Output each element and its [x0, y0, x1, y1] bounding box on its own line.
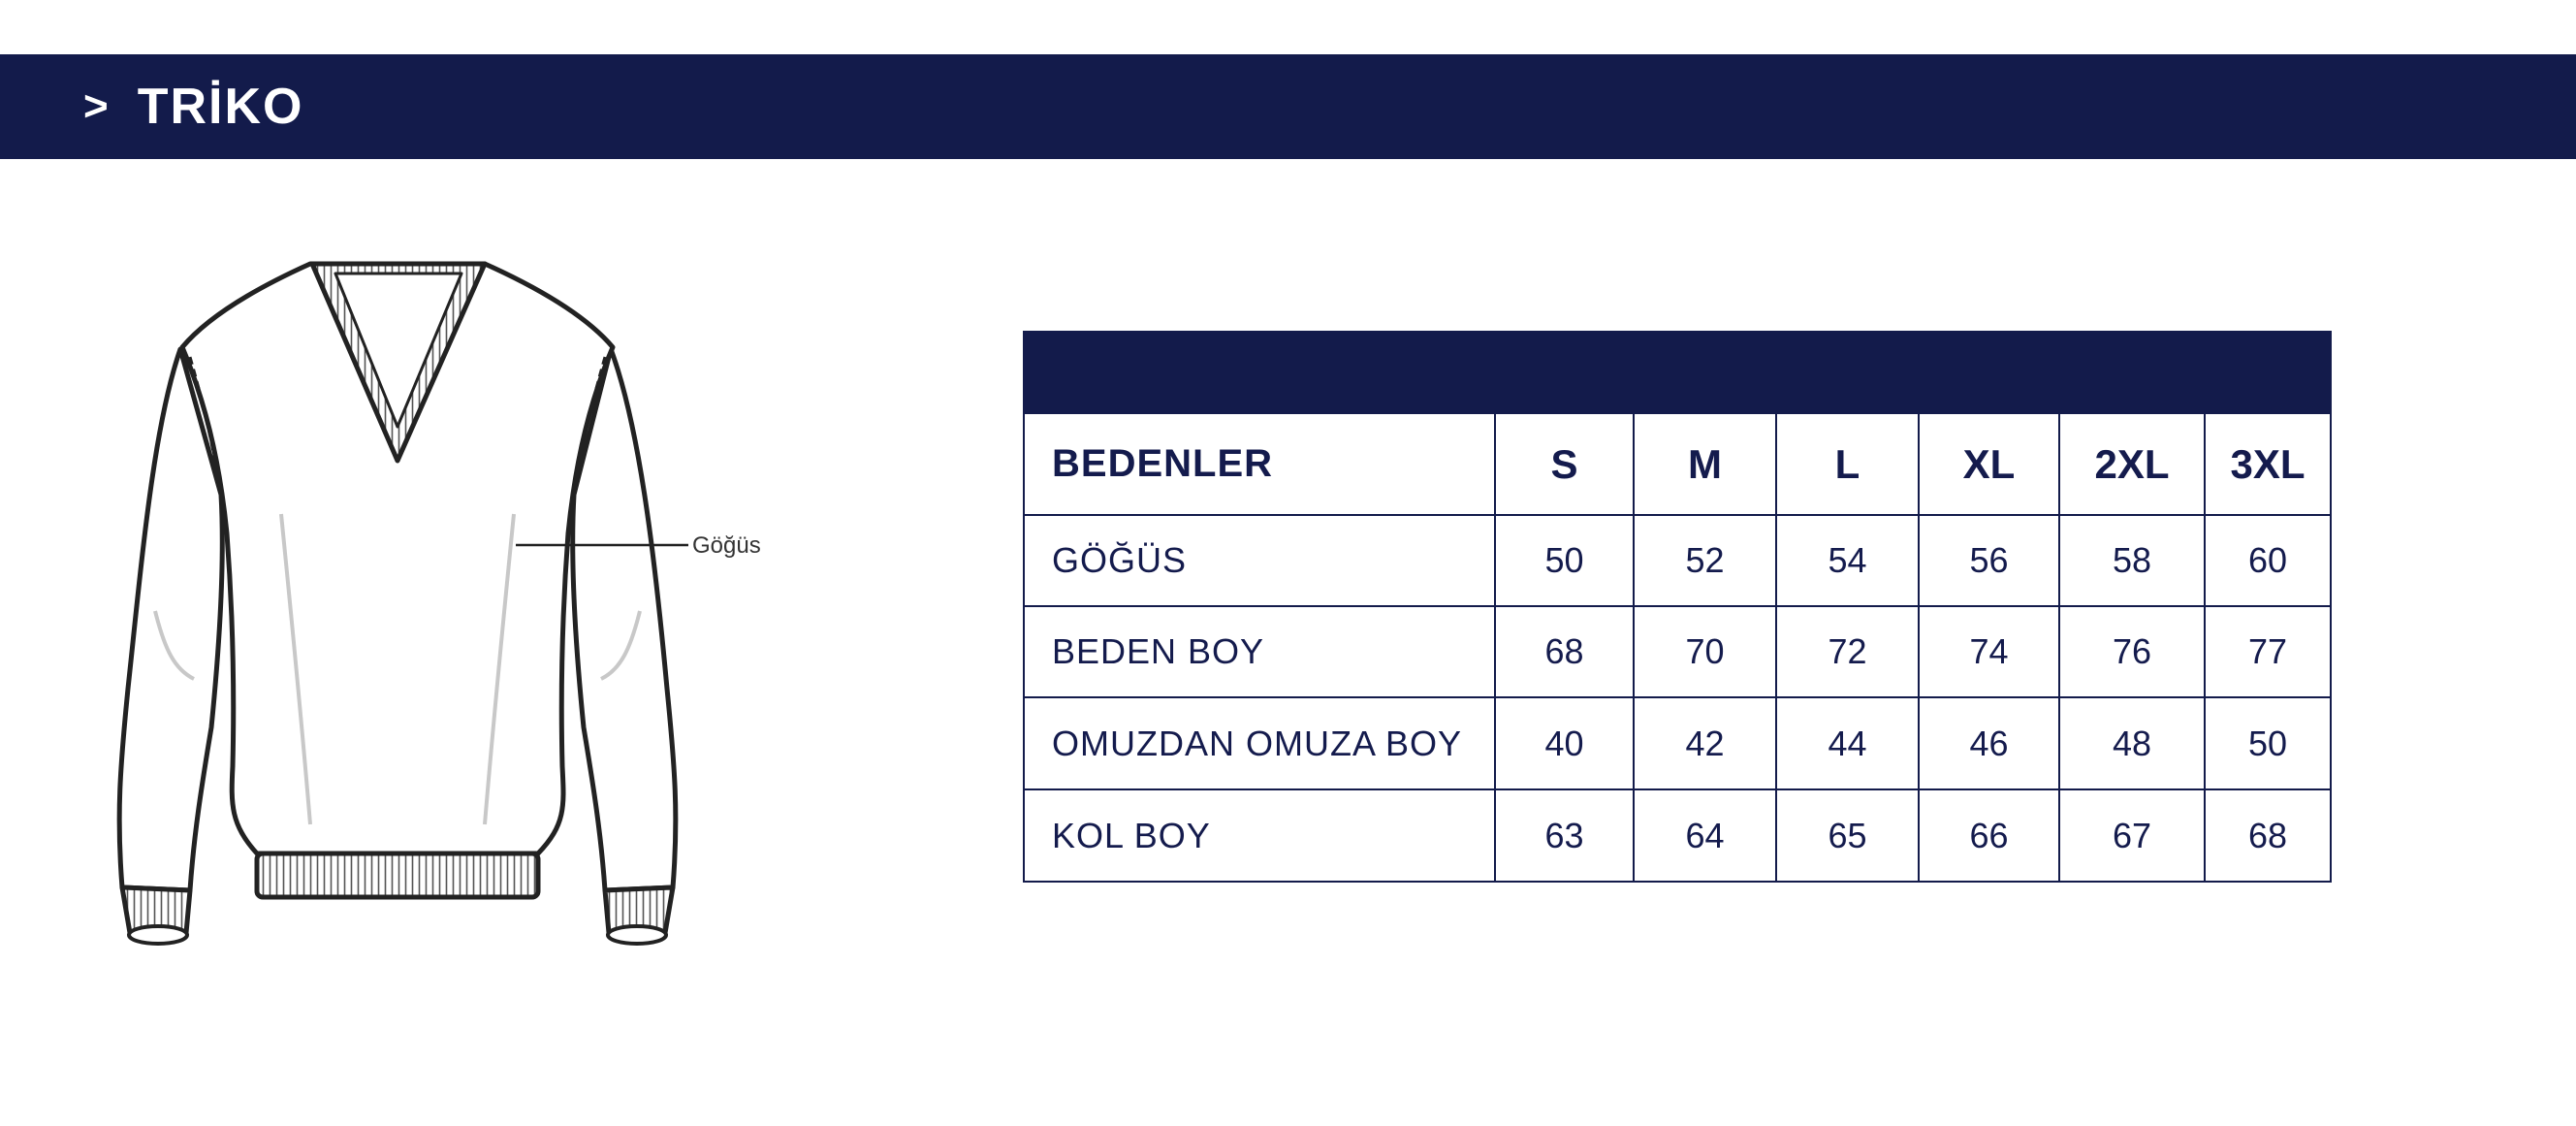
table-cell: 64	[1634, 789, 1776, 882]
table-cell: 40	[1495, 697, 1634, 789]
table-cell: 60	[2205, 515, 2331, 606]
column-header: XL	[1919, 413, 2059, 515]
table-row	[1024, 606, 2331, 697]
column-header: S	[1495, 413, 1634, 515]
row-label: KOL BOY	[1024, 789, 1495, 882]
hem-rib	[257, 853, 538, 897]
column-header: 2XL	[2059, 413, 2205, 515]
table-cell: 76	[2059, 606, 2205, 697]
page-title: TRİKO	[137, 79, 304, 135]
table-cell: 77	[2205, 606, 2331, 697]
column-header: L	[1776, 413, 1919, 515]
table-cell: 72	[1776, 606, 1919, 697]
table-cell: 66	[1919, 789, 2059, 882]
table-cell: 56	[1919, 515, 2059, 606]
table-cell: 50	[2205, 697, 2331, 789]
table-row	[1024, 697, 2331, 789]
chest-measure-label: Göğüs	[692, 532, 761, 559]
row-label: GÖĞÜS	[1024, 515, 1495, 606]
table-cell: 70	[1634, 606, 1776, 697]
column-header: 3XL	[2205, 413, 2331, 515]
table-cell: 50	[1495, 515, 1634, 606]
table-header-row	[1024, 413, 2331, 515]
table-cell: 44	[1776, 697, 1919, 789]
table-cell: 65	[1776, 789, 1919, 882]
table-cell: 63	[1495, 789, 1634, 882]
right-sleeve	[573, 349, 676, 890]
table-cell: 46	[1919, 697, 2059, 789]
table-row	[1024, 789, 2331, 882]
table-cell: 54	[1776, 515, 1919, 606]
table-header-band	[1024, 332, 2331, 413]
table-cell: 68	[1495, 606, 1634, 697]
left-sleeve	[119, 349, 222, 890]
header-bar	[0, 54, 2576, 159]
table-cell: 67	[2059, 789, 2205, 882]
chevron-right-icon: >	[83, 82, 109, 130]
table-cell: 74	[1919, 606, 2059, 697]
table-row	[1024, 515, 2331, 606]
column-header: BEDENLER	[1024, 413, 1495, 515]
table-cell: 68	[2205, 789, 2331, 882]
table-cell: 48	[2059, 697, 2205, 789]
size-table	[1023, 331, 2332, 883]
column-header: M	[1634, 413, 1776, 515]
row-label: BEDEN BOY	[1024, 606, 1495, 697]
table-cell: 52	[1634, 515, 1776, 606]
table-cell: 58	[2059, 515, 2205, 606]
table-cell: 42	[1634, 697, 1776, 789]
v-neck-sweater-illustration	[97, 242, 795, 960]
row-label: OMUZDAN OMUZA BOY	[1024, 697, 1495, 789]
